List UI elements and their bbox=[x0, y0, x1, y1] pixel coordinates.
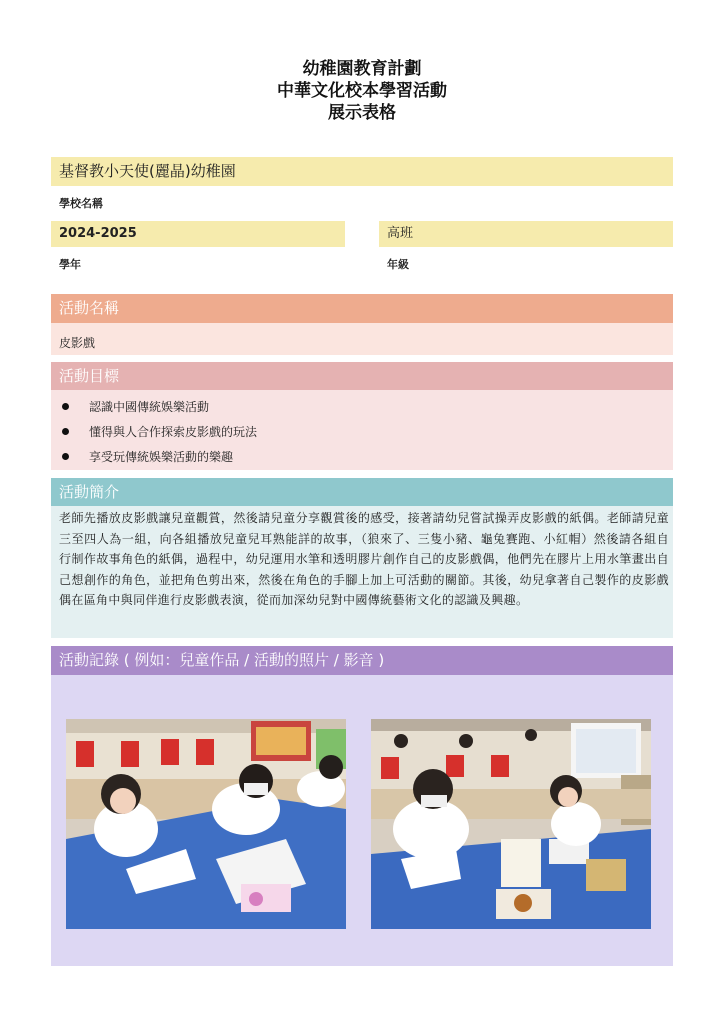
activity-name-value: 皮影戲 bbox=[51, 323, 673, 355]
activity-goals-heading: 活動目標 bbox=[51, 362, 673, 390]
header-title-2: 中華文化校本學習活動 bbox=[277, 81, 447, 101]
bullet-icon bbox=[62, 403, 69, 410]
page-header bbox=[0, 58, 724, 124]
bullet-icon bbox=[62, 428, 69, 435]
goal-text: 享受玩傳統娛樂活動的樂趣 bbox=[89, 450, 234, 464]
activity-intro-text: 老師先播放皮影戲讓兒童觀賞，然後請兒童分享觀賞後的感受，接著請幼兒嘗試操弄皮影戲的紙偶。老師請兒童三至四人為一組，向各組播放兒童兒耳熟能詳的故事，（狼來了、三隻小豬、龜兔賽跑、小紅帽）然後請各組自行制作故事角色的紙偶，過程中，幼兒運用水筆和透明膠片創作自己的皮影戲偶，他們先在膠片上用水筆畫出自己想創作的角色，並把角色剪出來，然後在角色的手腳上加上可活動的關節。其後，幼兒拿著自己製作的皮影戲偶在區角中與同伴進行皮影戲表演，從而加深幼兒對中國傳統藝術文化的認識及興趣。 bbox=[51, 506, 673, 638]
activity-photo-left bbox=[66, 719, 346, 929]
list-item bbox=[59, 444, 673, 469]
activity-record-heading: 活動記錄 ( 例如：兒童作品 / 活動的照片 / 影音 ) bbox=[51, 646, 673, 675]
school-year-label: 學年 bbox=[59, 258, 81, 271]
goal-text: 懂得與人合作探索皮影戲的玩法 bbox=[89, 425, 258, 439]
grade-label: 年級 bbox=[387, 258, 409, 271]
bullet-icon bbox=[62, 453, 69, 460]
list-item bbox=[59, 419, 673, 444]
header-title-3: 展示表格 bbox=[328, 103, 396, 123]
list-item bbox=[59, 394, 673, 419]
goal-text: 認識中國傳統娛樂活動 bbox=[89, 400, 210, 414]
activity-intro-heading: 活動簡介 bbox=[51, 478, 673, 506]
activity-goals-list bbox=[51, 390, 673, 470]
school-year-field: 2024-2025 bbox=[51, 221, 345, 247]
activity-name-heading: 活動名稱 bbox=[51, 294, 673, 323]
header-title-1: 幼稚園教育計劃 bbox=[302, 59, 422, 79]
activity-photo-right bbox=[371, 719, 651, 929]
school-name-field: 基督教小天使(麗晶)幼稚園 bbox=[51, 157, 673, 186]
grade-field: 高班 bbox=[379, 221, 673, 247]
school-name-label: 學校名稱 bbox=[59, 197, 103, 210]
